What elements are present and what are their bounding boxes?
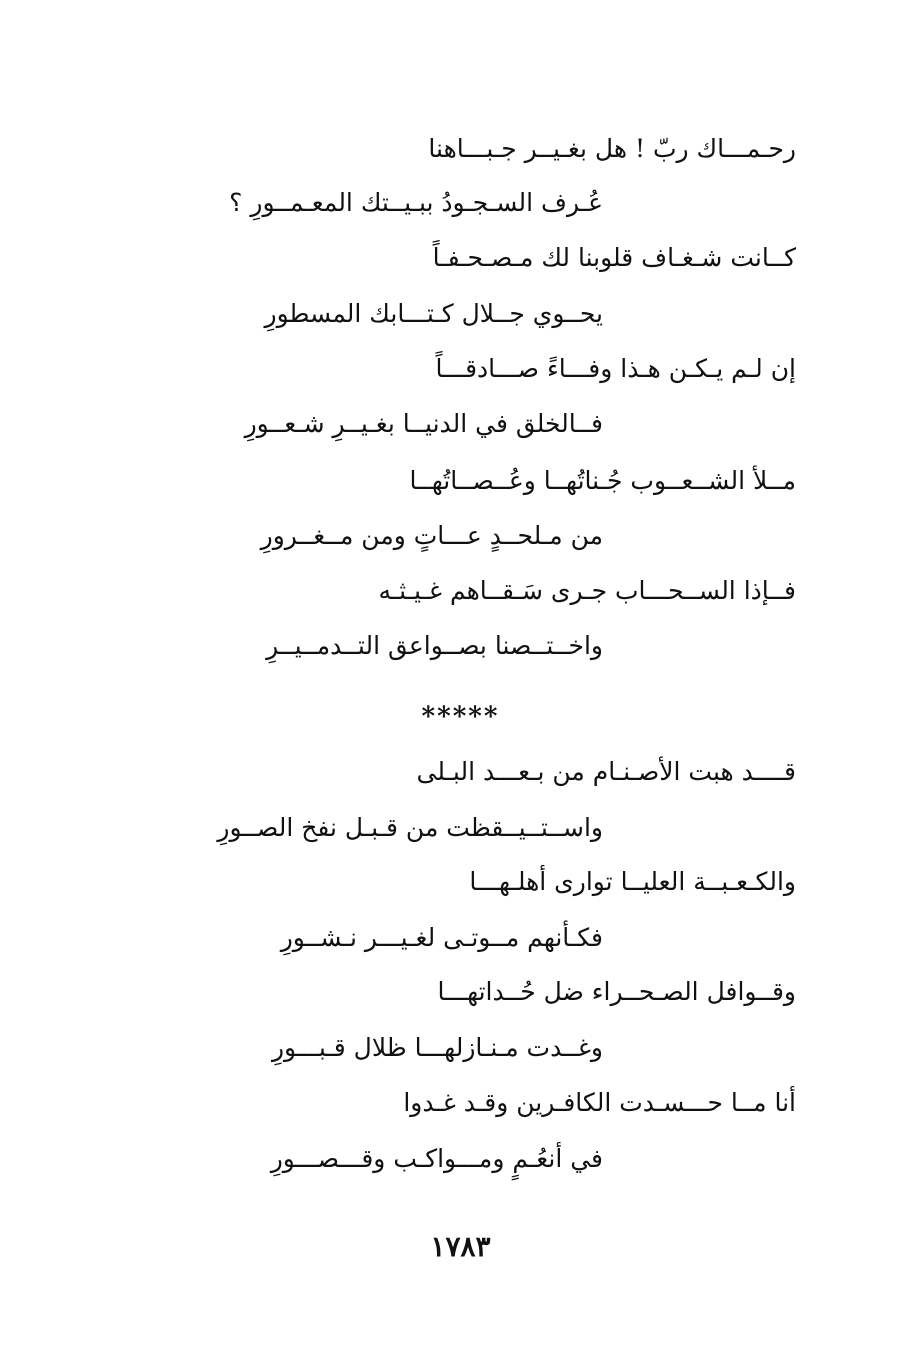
- verse-line: فكـأنهم مــوتـى لغـيـــر نـشــورِ: [280, 923, 603, 952]
- verse-line: عُـرف السـجـودُ ببـيــتك المعـمــورِ ؟: [229, 188, 603, 217]
- verse-line: رحـمـــاك ربّ ! هل بغـيــر جـبـــاهنا: [428, 134, 796, 163]
- verse-line: والكـعـبــة العليــا توارى أهلـهـــا: [469, 867, 796, 896]
- verse-line: فــالخلق في الدنيــا بغـيــرِ شـعــورِ: [244, 409, 603, 438]
- verse-line: قــــد هبت الأصـنـام من بـعـــد البـلى: [416, 757, 796, 786]
- verse-line: كــانت شـغـاف قلوبنا لك مـصـحـفـاً: [432, 243, 796, 272]
- verse-line: أنا مــا حـــسـدت الكافـرين وقـد غـدوا: [403, 1088, 796, 1117]
- section-divider: *****: [421, 702, 500, 732]
- verse-line: وقــوافل الصـحــراء ضل حُــداتهـــا: [437, 977, 796, 1006]
- verse-line: وغــدت مـنـازلهـــا ظلال قـبـــورِ: [271, 1033, 603, 1062]
- page-number: ١٧٨٣: [430, 1230, 491, 1263]
- verse-line: من مـلحــدٍ عـــاتٍ ومن مــغــرورِ: [260, 521, 603, 550]
- verse-line: إن لـم يـكـن هـذا وفـــاءً صـــادقـــاً: [435, 354, 796, 383]
- verse-line: في أنعُـمٍ ومـــواكـب وقـــصـــورِ: [270, 1144, 603, 1173]
- verse-line: فــإذا الســحـــاب جـرى سَـقــاهم غـيـثـه: [378, 576, 796, 605]
- verse-line: مــلأ الشــعــوب جُـناتُهــا وعُــصــاتُهــا: [409, 466, 796, 495]
- verse-line: يحــوي جــلال كـتـــابك المسطورِ: [264, 299, 603, 328]
- verse-line: واســتــيــقظت من قـبـل نفخ الصــورِ: [217, 813, 603, 842]
- verse-line: واخــتــصنا بصــواعق التــدمــيــرِ: [266, 631, 603, 660]
